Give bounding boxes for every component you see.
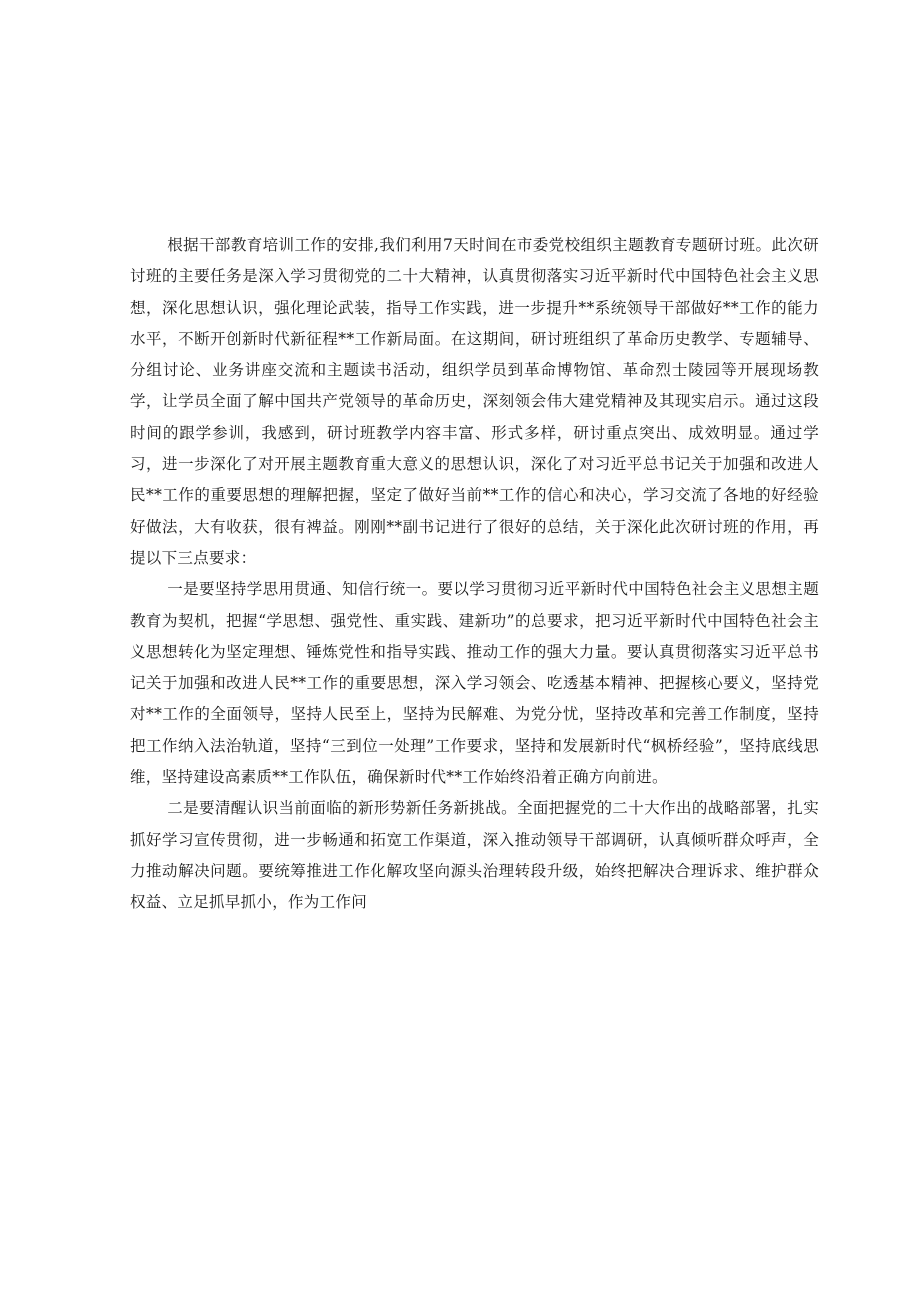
document-body — [130, 230, 819, 919]
paragraph-intro: 根据干部教育培训工作的安排,我们利用7天时间在市委党校组织主题教育专题研讨班。此次研讨班的主要任务是深入学习贯彻党的二十大精神，认真贯彻落实习近平新时代中国特色社会主义思想，深化思想认识，强化理论武装，指导工作实践，进一步提升**系统领导干部做好**工作的能力水平，不断开创新时代新征程**工作新局面。在这期间，研讨班组织了革命历史教学、专题辅导、分组讨论、业务讲座交流和主题读书活动，组织学员到革命博物馆、革命烈士陵园等开展现场教学，让学员全面了解中国共产党领导的革命历史，深刻领会伟大建党精神及其现实启示。通过这段时间的跟学参训，我感到，研讨班教学内容丰富、形式多样，研讨重点突出、成效明显。通过学习，进一步深化了对开展主题教育重大意义的思想认识，深化了对习近平总书记关于加强和改进人民**工作的重要思想的理解把握，坚定了做好当前**工作的信心和决心，学习交流了各地的好经验好做法，大有收获，很有裨益。刚刚**副书记进行了很好的总结，关于深化此次研讨班的作用，再提以下三点要求： — [130, 236, 819, 567]
paragraph-requirement-two: 二是要清醒认识当前面临的新形势新任务新挑战。全面把握党的二十大作出的战略部署，扎实抓好学习宣传贯彻，进一步畅通和拓宽工作渠道，深入推动领导干部调研，认真倾听群众呼声，全力推动解决问题。要统筹推进工作化解攻坚向源头治理转段升级，始终把解决合理诉求、维护群众权益、立足抓早抓小，作为工作问 — [130, 799, 819, 912]
paragraph-requirement-one: 一是要坚持学思用贯通、知信行统一。要以学习贯彻习近平新时代中国特色社会主义思想主题教育为契机，把握“学思想、强党性、重实践、建新功”的总要求，把习近平新时代中国特色社会主义思想转化为坚定理想、锤炼党性和指导实践、推动工作的强大力量。要认真贯彻落实习近平总书记关于加强和改进人民**工作的重要思想，深入学习领会、吃透基本精神、把握核心要义，坚持党对**工作的全面领导，坚持人民至上，坚持为民解难、为党分忧，坚持改革和完善工作制度，坚持把工作纳入法治轨道，坚持“三到位一处理”工作要求，坚持和发展新时代“枫桥经验”，坚持底线思维，坚持建设高素质**工作队伍，确保新时代**工作始终沿着正确方向前进。 — [130, 580, 819, 787]
